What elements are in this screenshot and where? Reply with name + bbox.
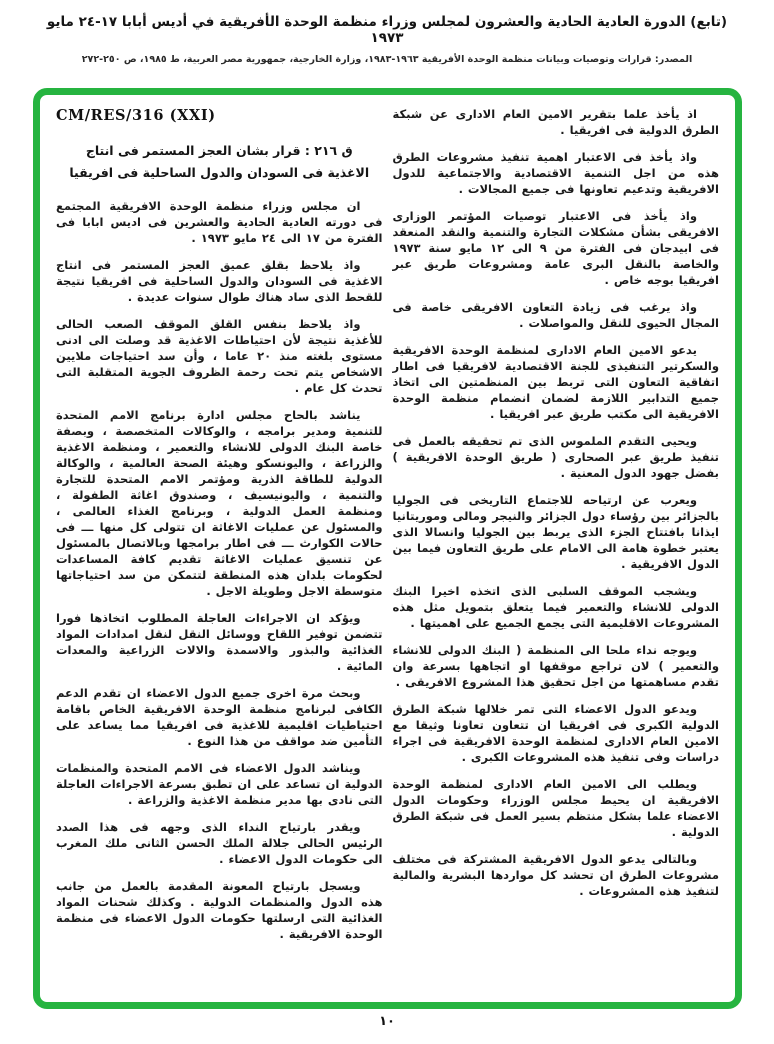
- resolution-paragraph: وبالتالى يدعو الدول الافريقية المشتركة فى مختلف مشروعات الطرق ان تحشد كل مواردها البشرية والمالية لتنفيذ هذه المشروعات .: [392, 852, 719, 898]
- resolution-paragraph: واذ يأخذ فى الاعتبار توصيات المؤتمر الوزارى الافريقى بشأن مشكلات التجارة والتنمية والنقد المنعقد فى ابيدجان فى الفترة من ٩ الى ١٢ مايو سنة ١٩٧٣ والخاصة بالنقل البرى عامة ومشروعات طريق عبر افريقيا بوجه خاص .: [392, 209, 719, 287]
- resolution-paragraph: اذ يأخذ علما بتقرير الامين العام الادارى عن شبكة الطرق الدولية فى افريقيا .: [392, 107, 719, 137]
- resolution-paragraph: ويؤكد ان الاجراءات العاجلة المطلوب اتخاذها فورا تتضمن توفير اللقاح ووسائل النقل لنقل امدادات المواد الغذائية والبذور والاسمدة والالات الزراعية والمعدات المائية .: [56, 611, 383, 673]
- resolution-paragraph: ويطلب الى الامين العام الادارى لمنظمة الوحدة الافريقية ان يحيط مجلس الوزراء وحكومات الدول الاعضاء علما بشكل منتظم بسير العمل فى شبكة الطرق الدولية .: [392, 777, 719, 839]
- resolution-paragraph: واذ يأخذ فى الاعتبار اهمية تنفيذ مشروعات الطرق هذه من اجل التنمية الاقتصادية والاجتماعية للدول الافريقية وتدعيم تعاونها فى جميع المجالات .: [392, 150, 719, 196]
- resolution-paragraph: ويشجب الموقف السلبى الذى اتخذه اخيرا البنك الدولى للانشاء والتعمير فيما يتعلق بتمويل مثل هذه المشروعات الاقليمية التى يجمع الجميع على اهميتها .: [392, 584, 719, 630]
- resolution-paragraph: واذ يلاحظ بقلق عميق العجز المستمر فى انتاج الاغذية فى السودان والدول الساحلية فى افريقيا نتيجة للقحط الذى ساد هناك طوال سنوات عديدة .: [56, 258, 383, 304]
- left-column-paragraphs: [56, 198, 383, 942]
- resolution-paragraph: يناشد بالحاح مجلس ادارة برنامج الامم المتحدة للتنمية ومدير برامجه ، والوكالات المتخصصة ، وبصفة خاصة البنك الدولى للانشاء والتعمير ، ومنظمة الاغذية والزراعة ، واليونسكو وهيئة الصحة العالمية ، والوكالة الدولية للطاقة الذرية ومؤتمر الامم المتحدة للتجارة والتنمية ، واليونيسيف ، وصندوق اغاثة الطفولة ، ومنظمة العمل الدولية ، وبرنامج الغذاء العالمى ، والمسئول عن عمليات الاغاثة ان تتولى كل منها ـــ فى حالات الكوارث ـــ فى اطار برامجها وبالاتصال بالمسئول عن تنسيق عمليات الاغاثة تقديم كافة المساعدات لحكومات بلدان هذه المنطقة لتتمكن من سد احتياجاتها متوسطة الاجل وطويلة الاجل .: [56, 408, 383, 598]
- page-header: [30, 14, 744, 65]
- resolution-paragraph: ويناشد الدول الاعضاء فى الامم المتحدة والمنظمات الدولية ان تساعد على ان تطبق بسرعة الاجراءات العاجلة التى نادى بها مدير منظمة الاغذية والزراعة .: [56, 761, 383, 807]
- document-reference: CM/RES/316 (XXI): [56, 107, 216, 124]
- resolution-paragraph: ويقدر بارتياح النداء الذى وجهه فى هذا الصدد الرئيس الحالى جلالة الملك الحسن الثانى ملك المغرب الى حكومات الدول الاعضاء .: [56, 820, 383, 866]
- resolution-paragraph: ويعرب عن ارتياحه للاجتماع التاريخى فى الجوليا بالجزائر بين رؤساء دول الجزائر والنيجر ومالى وموريتانيا ايذانا بافتتاح الجزء الذى يربط بين الجوليا وانسالا الذى يعتبر خطوة هامة الى الامام على طريق التعاون فيما بين الدول الافريقية .: [392, 493, 719, 571]
- resolution-paragraph: ويوجه نداء ملحا الى المنظمة ( البنك الدولى للانشاء والتعمير ) لان تراجع موقفها او اتجاهها بسرعة وان تقدم مساهمتها من اجل تحقيق هذا المشروع الافريقى .: [392, 643, 719, 689]
- resolution-title-line2: الاغذية فى السودان والدول الساحلية فى افريقيا: [69, 165, 370, 180]
- resolution-title-line1: ق ٢١٦ : قرار بشان العجز المستمر فى انتاج: [85, 143, 353, 158]
- right-column-paragraphs: [393, 106, 720, 899]
- left-column: [56, 106, 383, 1001]
- header-session-line: (تابع) الدورة العادية الحادية والعشرون لمجلس وزراء منظمة الوحدة الأفريقية في أديس أبابا ١٧-٢٤ مايو ١٩٧٣: [46, 14, 728, 46]
- resolution-title: [56, 140, 383, 184]
- resolution-paragraph: ان مجلس وزراء منظمة الوحدة الافريقية المجتمع فى دورته العادية الحادية والعشرين فى اديس ابابا فى الفترة من ١٧ الى ٢٤ مايو ١٩٧٣ .: [56, 199, 383, 245]
- resolution-paragraph: واذ يلاحظ بنفس القلق الموقف الصعب الحالى للأغذية نتيجة لأن احتياطات الاغذية قد وصلت الى ادنى مستوى بلغته منذ ٢٠ عاما ، وأن سد احتياجات ملايين الاشخاص يتم تحت رحمة الظروف الجوية المتقلبة التى تحدث كل عام .: [56, 317, 383, 395]
- resolution-paragraph: يدعو الامين العام الادارى لمنظمة الوحدة الافريقية والسكرتير التنفيذى للجنة الاقتصادية لافريقيا فى اطار اتفاقية التعاون التى تربط بين المنظمتين الى اتخاذ جميع التدابير اللازمة لضمان انضمام منظمة الوحدة الافريقية الى مكتب طريق عبر افريقيا .: [392, 343, 719, 421]
- resolution-paragraph: وبحث مرة اخرى جميع الدول الاعضاء ان تقدم الدعم الكافى لبرنامج منظمة الوحدة الافريقية الخاص باقامة احتياطيات اقليمية للاغذية فى افريقيا مما يساعد على التأمين ضد مواقف من هذا النوع .: [56, 686, 383, 748]
- page-number: ١٠: [379, 1014, 395, 1029]
- resolution-body: [40, 98, 735, 1001]
- header-source-line: المصدر: قرارات وتوصيات وبيانات منظمة الوحدة الأفريقية ١٩٦٣-١٩٨٣، وزارة الخارجية، جمهورية مصر العربية، ط ١٩٨٥، ص ٢٥٠-٢٧٢: [81, 54, 693, 65]
- resolution-paragraph: ويسجل بارتياح المعونة المقدمة بالعمل من جانب هذه الدول والمنظمات الدولية . وكذلك شحنات المواد الغذائية التى ارسلتها حكومات الدول الاعضاء فى منظمة الوحدة الافريقية .: [56, 879, 383, 941]
- resolution-paragraph: ويحيى التقدم الملموس الذى تم تحقيقه بالعمل فى تنفيذ طريق عبر الصحارى ( طريق الوحدة الافريقية ) بفضل جهود الدول المعنية .: [392, 434, 719, 480]
- resolution-paragraph: واذ يرغب فى زيادة التعاون الافريقى خاصة فى المجال الحيوى للنقل والمواصلات .: [392, 300, 719, 330]
- resolution-paragraph: ويدعو الدول الاعضاء التى تمر خلالها شبكة الطرق الدولية الكبرى فى افريقيا ان تتعاون تعاونا وثيقا مع الامين العام الادارى لمنظمة الوحدة الافريقية فى اجراء دراسات وفى تنفيذ هذه المشروعات الكبرى .: [392, 702, 719, 764]
- right-column: [393, 106, 720, 1001]
